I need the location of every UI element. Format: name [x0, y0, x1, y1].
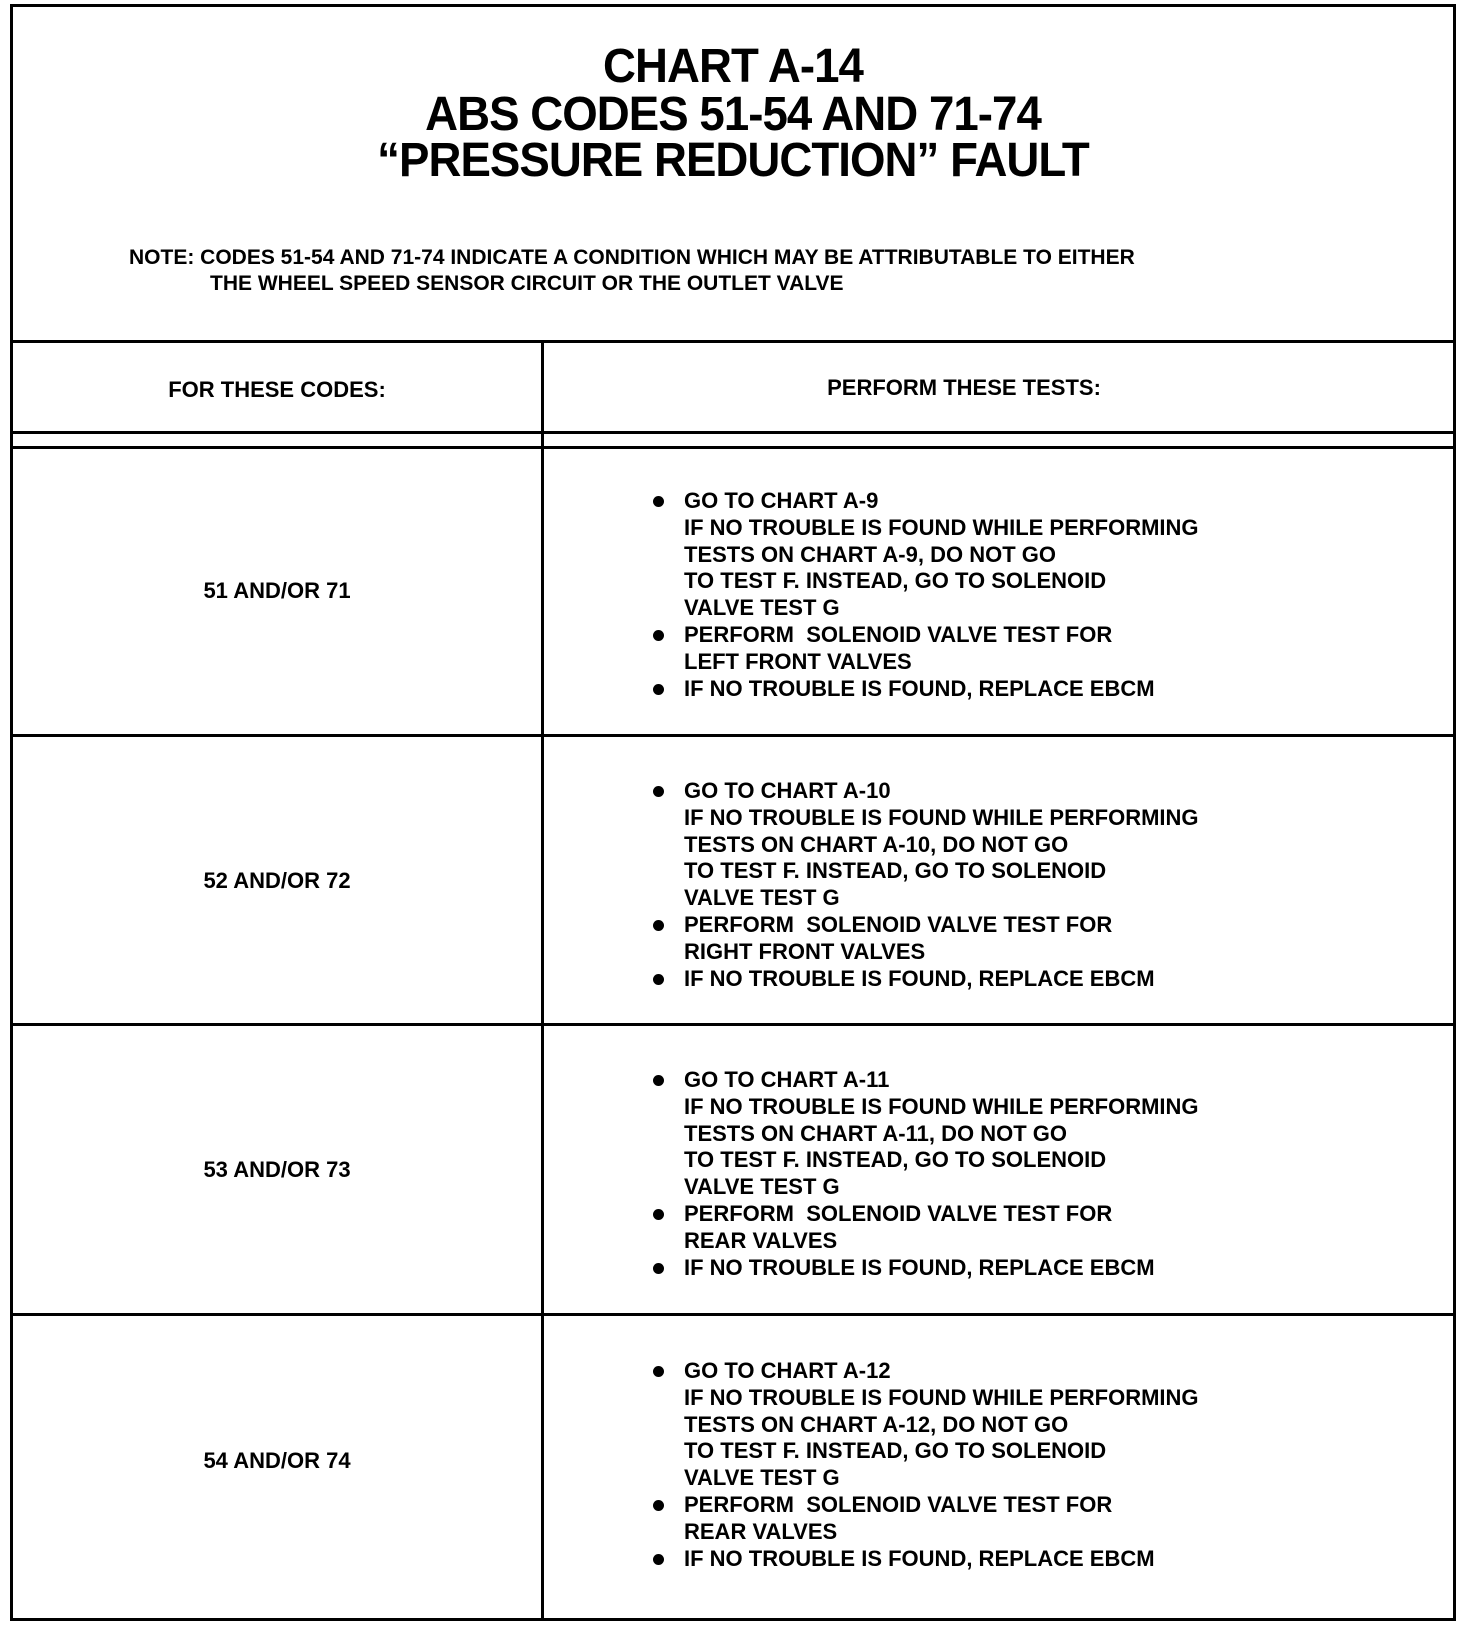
bullet-icon — [653, 496, 664, 507]
test-line: PERFORM SOLENOID VALVE TEST FOR — [684, 1200, 1113, 1226]
bullet-icon — [653, 1263, 664, 1274]
test-line: VALVE TEST G — [684, 1465, 840, 1491]
test-line: IF NO TROUBLE IS FOUND WHILE PERFORMING — [684, 1093, 1199, 1119]
test-line: TO TEST F. INSTEAD, GO TO SOLENOID — [684, 1438, 1107, 1464]
bullet-icon — [653, 786, 664, 797]
test-line: RIGHT FRONT VALVES — [684, 938, 926, 964]
test-item — [653, 622, 1199, 676]
note-line-1: CODES 51-54 AND 71-74 INDICATE A CONDITION WHICH MAY BE ATTRIBUTABLE TO EITHER — [200, 246, 1135, 269]
test-item — [653, 488, 1199, 622]
test-item — [653, 1546, 1199, 1573]
test-line: IF NO TROUBLE IS FOUND WHILE PERFORMING — [684, 514, 1199, 540]
test-item — [653, 778, 1199, 912]
column-header-codes: FOR THESE CODES: — [168, 377, 386, 402]
test-line: VALVE TEST G — [684, 595, 840, 621]
note-label: NOTE: — [129, 246, 195, 269]
test-line: TO TEST F. INSTEAD, GO TO SOLENOID — [684, 568, 1107, 594]
bullet-icon — [653, 1366, 664, 1377]
bullet-icon — [653, 1554, 664, 1565]
row-divider-2 — [13, 1023, 1453, 1026]
bullet-icon — [653, 1075, 664, 1086]
header-divider — [13, 340, 1453, 343]
test-item — [653, 1255, 1199, 1282]
row-divider-1 — [13, 734, 1453, 737]
test-line: GO TO CHART A-9 — [684, 488, 879, 513]
row-3-codes: 53 AND/OR 73 — [203, 1157, 351, 1182]
test-line: GO TO CHART A-12 — [684, 1358, 891, 1383]
test-line: REAR VALVES — [684, 1518, 838, 1544]
bullet-icon — [653, 1500, 664, 1511]
row-2-tests — [653, 778, 1199, 992]
test-line: TESTS ON CHART A-12, DO NOT GO — [684, 1411, 1069, 1437]
test-item — [653, 1358, 1199, 1492]
test-line: IF NO TROUBLE IS FOUND, REPLACE EBCM — [684, 1254, 1155, 1280]
row-4-codes: 54 AND/OR 74 — [203, 1448, 351, 1473]
note-line-2: THE WHEEL SPEED SENSOR CIRCUIT OR THE OUTLET VALVE — [210, 272, 844, 295]
test-line: LEFT FRONT VALVES — [684, 648, 912, 674]
test-line: GO TO CHART A-11 — [684, 1067, 890, 1092]
bullet-icon — [653, 630, 664, 641]
chart-subtitle-fault: “PRESSURE REDUCTION” FAULT — [377, 134, 1089, 187]
test-line: IF NO TROUBLE IS FOUND, REPLACE EBCM — [684, 675, 1155, 701]
row-3-tests — [653, 1067, 1199, 1281]
row-divider-3 — [13, 1313, 1453, 1316]
bullet-icon — [653, 920, 664, 931]
test-item — [653, 1492, 1199, 1546]
test-line: GO TO CHART A-10 — [684, 778, 891, 803]
test-line: IF NO TROUBLE IS FOUND WHILE PERFORMING — [684, 804, 1199, 830]
bullet-icon — [653, 974, 664, 985]
chart-title: CHART A-14 — [603, 40, 863, 93]
test-line: TO TEST F. INSTEAD, GO TO SOLENOID — [684, 858, 1107, 884]
chart-header — [13, 7, 1453, 340]
row-2-codes: 52 AND/OR 72 — [203, 868, 351, 893]
column-divider — [541, 340, 544, 1620]
test-item — [653, 966, 1199, 993]
note — [129, 245, 1135, 297]
column-header-tests: PERFORM THESE TESTS: — [827, 375, 1101, 400]
column-header-rule-top — [13, 431, 1453, 434]
row-1-codes: 51 AND/OR 71 — [203, 578, 351, 603]
test-line: TESTS ON CHART A-11, DO NOT GO — [684, 1120, 1067, 1146]
test-item — [653, 912, 1199, 966]
test-line: IF NO TROUBLE IS FOUND WHILE PERFORMING — [684, 1384, 1199, 1410]
test-item — [653, 1201, 1199, 1255]
test-line: TO TEST F. INSTEAD, GO TO SOLENOID — [684, 1147, 1107, 1173]
test-line: IF NO TROUBLE IS FOUND, REPLACE EBCM — [684, 965, 1155, 991]
bullet-icon — [653, 1209, 664, 1220]
chart-subtitle-codes: ABS CODES 51-54 AND 71-74 — [425, 88, 1041, 141]
test-line: PERFORM SOLENOID VALVE TEST FOR — [684, 621, 1113, 647]
test-item — [653, 1067, 1199, 1201]
test-line: TESTS ON CHART A-10, DO NOT GO — [684, 831, 1069, 857]
test-line: REAR VALVES — [684, 1227, 838, 1253]
test-line: PERFORM SOLENOID VALVE TEST FOR — [684, 1491, 1113, 1517]
test-line: PERFORM SOLENOID VALVE TEST FOR — [684, 911, 1113, 937]
chart-frame — [10, 4, 1456, 1621]
row-4-tests — [653, 1358, 1199, 1572]
test-item — [653, 676, 1199, 703]
bullet-icon — [653, 684, 664, 695]
row-1-tests — [653, 488, 1199, 702]
test-line: VALVE TEST G — [684, 1174, 840, 1200]
test-line: VALVE TEST G — [684, 885, 840, 911]
column-header-rule-bottom — [13, 446, 1453, 449]
test-line: IF NO TROUBLE IS FOUND, REPLACE EBCM — [684, 1545, 1155, 1571]
test-line: TESTS ON CHART A-9, DO NOT GO — [684, 541, 1056, 567]
